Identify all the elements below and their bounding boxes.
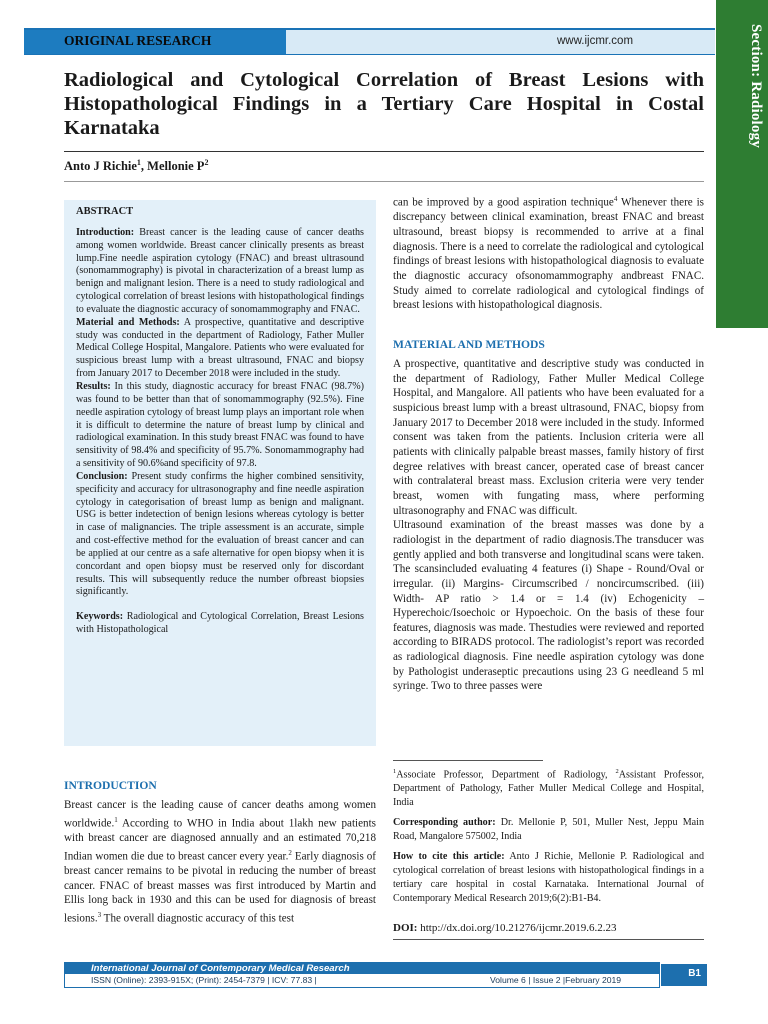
author-separator: , <box>140 159 148 174</box>
citation-ref[interactable]: 4 <box>613 195 618 203</box>
page-number-tab <box>661 964 707 986</box>
abstract-label: Conclusion: <box>76 470 128 482</box>
abstract-introduction <box>76 227 364 317</box>
title-rule <box>64 151 704 152</box>
citation-ref[interactable]: 3 <box>97 910 102 919</box>
author-list <box>64 158 208 174</box>
abstract-label: Introduction: <box>76 226 135 238</box>
abstract-text: In this study, diagnostic accuracy for breast FNAC (98.7%) was found to be better than that of sonomammography (92.5%). Fine needle aspiration cytology of breast lump plays an important role when it is difficult to determine the nature of breast lump by clinical and radiological examination. In this study breast FNAC was found to have sensitivity of 98.4% and specificity of 95.7%. Sonomammography had a sensitivity of 90.6%and specificity of 97.8. <box>76 380 364 470</box>
issn-info: ISSN (Online): 2393-915X; (Print): 2454-7379 | ICV: 77.83 | <box>91 975 317 985</box>
abstract-conclusion <box>76 471 364 599</box>
body-text: Breast cancer is the leading cause of cancer deaths among women worldwide. <box>64 799 376 830</box>
section-label: Section: Radiology <box>748 24 764 149</box>
doi-line <box>393 922 616 934</box>
author-affiliation-mark: 1 <box>136 158 141 167</box>
body-text: Whenever there is discrepancy between clinical examination, breast FNAC and breast ultrasound, breast biopsy is recommended to arrive at a final diagnosis. There is a need to correlate the radiological and cytological findings of breast lesions with histopathological diagnosis to evaluate the diagnostic accuracy ofsonomammography andbreast FNAC. Study aimed to correlate radiological and cytological findings of breast lesions with histopathological diagnosis. <box>393 196 704 312</box>
author-rule <box>64 181 704 182</box>
introduction-paragraph <box>393 192 704 313</box>
methods-heading: MATERIAL AND METHODS <box>393 338 545 351</box>
body-text: Early diagnosis of breast cancer remains to be pivotal in reducing the number of breast cancer. FNAC of breast masses was first introduced by Martin and Ellis long back in 1930 and this can be used for diagnosis of breast lesions. <box>64 850 376 925</box>
author-name: Anto J Richie <box>64 159 137 174</box>
volume-info: Volume 6 | Issue 2 |February 2019 <box>490 975 622 985</box>
affiliation-mark: 1 <box>393 768 397 775</box>
citation-ref[interactable]: 2 <box>288 848 292 857</box>
abstract-text: Breast cancer is the leading cause of cancer deaths among women worldwide. Breast cancer clinically presents as breast lump.Fine needle aspiration cytology (FNAC) and breast ultrasound (sonomammography) is pivotal in characterization of a breast lump as benign and malignant lesion. There is a need to study radiological and cytological correlation of breast lesions with histopathological findings to evaluate the diagnostic accuracy of sonomammography and FNAC. <box>76 226 364 315</box>
affiliation-text: Assistant Professor, Department of Pathology, Father Muller Medical College and Hospital, India <box>393 769 704 809</box>
footnote-rule <box>393 760 543 761</box>
journal-footer <box>64 962 660 988</box>
abstract-text: Present study confirms the higher combined sensitivity, specificity and accuracy for ultrasonography and fine needle aspiration cytology in categorisation of breast lump as benign and malignant. USG is better indetection of benign lesions whereas cytology is better in case of malignancies. The triple assessment is an accurate, simple and cost-effective method for the evaluation of breast cancer and can be applied at our centre as a safe alternative for open biopsy when it is concordant and open biopsy must be reserved only for discordant results. This will subsequently reduce the number ofbreast biopsies significantly. <box>76 470 364 598</box>
abstract-keywords <box>76 611 364 637</box>
author-name: Mellonie P <box>147 159 205 174</box>
introduction-body <box>64 798 376 926</box>
footnote-label: How to cite this article: <box>393 851 505 863</box>
footnote-label: Corresponding author: <box>393 817 496 829</box>
journal-name: International Journal of Contemporary Medical Research <box>91 963 350 974</box>
affiliation-text: Associate Professor, Department of Radiology, <box>396 769 616 781</box>
category-tag <box>24 30 286 54</box>
corresponding-author <box>393 816 704 844</box>
abstract-label: Keywords: <box>76 611 124 623</box>
page-number: B1 <box>688 968 701 979</box>
introduction-paragraph <box>64 798 376 926</box>
affiliation-mark: 2 <box>615 768 619 775</box>
doi-link[interactable]: http://dx.doi.org/10.21276/ijcmr.2019.6.2.23 <box>417 922 617 934</box>
abstract-heading: ABSTRACT <box>76 206 134 217</box>
methods-body <box>393 357 704 694</box>
article-title: Radiological and Cytological Correlation of Breast Lesions with Histopathological Findings in a Tertiary Care Hospital in Costal Karnataka <box>64 69 704 139</box>
footnote-text: Anto J Richie, Mellonie P. Radiological and cytological correlation of breast lesions with histopathological findings in a tertiary care hospital in costal Karnataka. International Journal of Contemporary Medical Research 2019;6(2):B1-B4. <box>393 851 704 905</box>
journal-url[interactable]: www.ijcmr.com <box>557 35 634 47</box>
how-to-cite <box>393 850 704 906</box>
body-text: can be improved by a good aspiration technique <box>393 196 614 209</box>
abstract-label: Results: <box>76 380 111 392</box>
methods-paragraph: Ultrasound examination of the breast masses was done by a radiologist in the department of radio diagnosis.The transducer was gently applied and both transverse and longitudinal scans were taken. The scansincluded evaluating 4 features (i) Shape - Round/Oval or irregular. (ii) Margins- Circumscribed / noncircumscribed. (iii) Width- AP ratio > 1.4 or = 1.4 (iv) Echogenicity – Hyperechoic/Isoechoic or Hypoechoic. On the basis of these four features, diagnosis was made. Thestudies were reviewed and reported according to BIRADS protocol. The radiologist’s report was recorded as radiological diagnosis. Fine needle aspiration cytology was done by Pathologist underaseptic precautions using 23 G needleand 5 ml syringe. Two to three passes were <box>393 519 704 693</box>
methods-paragraph: A prospective, quantitative and descriptive study was conducted in the department of Radiology, Father Muller Medical College Hospital, and Mangalore. All patients who have been evaluated for a suspicious breast lump with a breast ultrasound, FNAC, biopsy from January 2017 to December 2018 were included in the study. Informed consent was taken from the patients. Inclusion criteria were all patients with clinically palpable breast masses, family history of first degree relatives with breast cancer, operated case of breast cancer with contralateral breast mass. Exclusion criteria were very tender breast, women with fungating mass, where performing ultrasonography and FNAC was difficult. <box>393 358 704 517</box>
footnote-text: Dr. Mellonie P, 501, Muller Nest, Jeppu Main Road, Mangalore 575002, India <box>393 817 704 843</box>
body-text: According to WHO in India about 1lakh new patients with breast cancer are diagnosed annually and an estimated 70,218 Indian women die due to breast cancer every year. <box>64 817 376 863</box>
abstract-text: Radiological and Cytological Correlation, Breast Lesions with Histopathological <box>76 611 364 636</box>
footnotes <box>393 765 704 912</box>
abstract-label: Material and Methods: <box>76 316 180 328</box>
journal-name-bar <box>65 963 659 974</box>
introduction-continued <box>393 192 704 313</box>
body-text: The overall diagnostic accuracy of this test <box>101 912 295 925</box>
affiliations <box>393 765 704 810</box>
section-tab <box>716 0 768 328</box>
citation-ref[interactable]: 1 <box>114 815 118 824</box>
category-label: ORIGINAL RESEARCH <box>64 33 212 48</box>
abstract-methods <box>76 317 364 381</box>
header-bar <box>24 28 715 55</box>
doi-rule <box>393 939 704 940</box>
introduction-heading: INTRODUCTION <box>64 779 157 792</box>
abstract-text: A prospective, quantitative and descriptive study was conducted in the department of Radiology, Father Muller Medical College Hospital, Mangalore. Patients who were evaluated for suspicious breast lump with a breast ultrasound, FNAC and biopsy from January 2017 to December 2018 were included in the study. <box>76 316 364 380</box>
abstract-results <box>76 381 364 471</box>
abstract-box <box>64 200 376 746</box>
author-affiliation-mark: 2 <box>204 158 209 167</box>
doi-label: DOI: <box>393 922 418 934</box>
